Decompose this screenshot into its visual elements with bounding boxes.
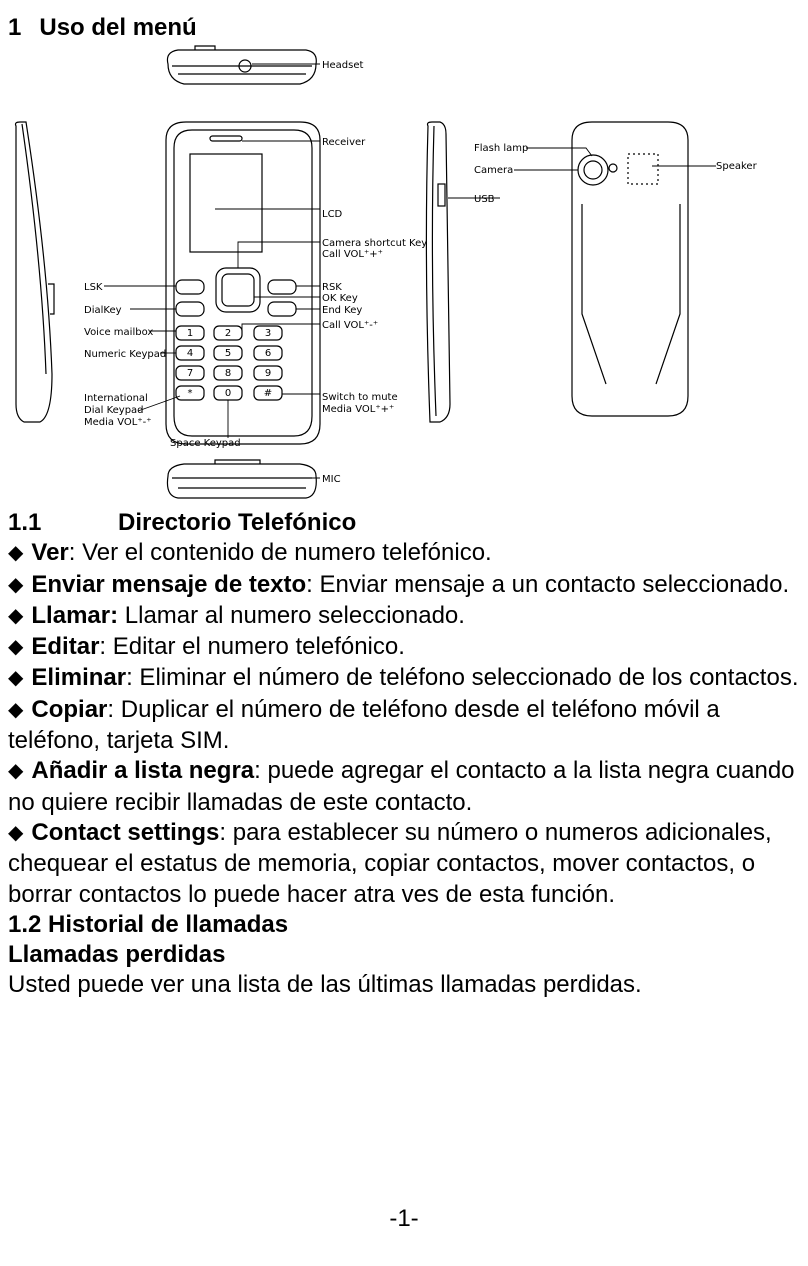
label-camera-shortcut: Camera shortcut Key	[322, 238, 428, 249]
label-usb: USB	[474, 194, 495, 205]
label-speaker: Speaker	[716, 161, 757, 172]
label-numeric-keypad: Numeric Keypad	[84, 349, 167, 360]
item-text: : Ver el contenido de numero telefónico.	[68, 539, 492, 567]
list-item	[8, 695, 803, 757]
phone-right-side	[426, 122, 450, 422]
page-number: -1-	[389, 1205, 419, 1232]
paragraph: Usted puede ver una lista de las últimas llamadas perdidas.	[8, 971, 642, 999]
label-dial-keypad: Dial Keypad	[84, 405, 144, 416]
label-receiver: Receiver	[322, 137, 366, 148]
label-media-vol-plus: Media VOL⁺+⁺	[322, 404, 395, 415]
label-voice-mailbox: Voice mailbox	[84, 327, 154, 338]
list-item	[8, 756, 803, 818]
document-body	[8, 508, 803, 1001]
diamond-bullet-icon: ◆	[8, 760, 24, 783]
diamond-bullet-icon: ◆	[8, 636, 24, 659]
diamond-bullet-icon: ◆	[8, 698, 24, 721]
svg-text:5: 5	[224, 348, 232, 359]
label-lcd: LCD	[322, 209, 343, 220]
phone-diagram	[0, 44, 808, 506]
diamond-bullet-icon: ◆	[8, 573, 24, 596]
item-term: Contact settings	[31, 818, 220, 846]
item-text: : Eliminar el número de teléfono seleccionado de los contactos.	[126, 664, 799, 692]
list-item	[8, 663, 803, 694]
item-text: : Enviar mensaje a un contacto seleccionado.	[306, 570, 790, 598]
section-title: Uso del menú	[39, 14, 197, 41]
label-call-vol-plus: Call VOL⁺+⁺	[322, 249, 383, 260]
label-media-vol-minus: Media VOL⁺-⁺	[84, 417, 152, 428]
item-term: Enviar mensaje de texto	[31, 570, 307, 598]
label-international: International	[84, 393, 148, 404]
svg-text:0: 0	[224, 388, 232, 399]
phone-top-view	[167, 46, 316, 84]
svg-text:7: 7	[186, 368, 194, 379]
label-mic: MIC	[322, 474, 341, 485]
svg-text:1: 1	[186, 328, 194, 339]
list-item	[8, 818, 803, 910]
label-call-vol-minus: Call VOL⁺-⁺	[322, 320, 379, 331]
section-title: Directorio Telefónico	[118, 509, 357, 536]
svg-text:4: 4	[186, 348, 194, 359]
diamond-bullet-icon: ◆	[8, 604, 24, 627]
item-text: : para establecer su número o numeros adicionales, chequear el estatus de memoria, copiar contactos, mover contactos, o borrar contactos lo puede hacer atra ves de esta función.	[8, 818, 772, 908]
phone-bottom-view	[167, 460, 316, 498]
svg-text:9: 9	[264, 368, 272, 379]
label-space-keypad: Space Keypad	[170, 438, 241, 449]
label-switch-to-mute: Switch to mute	[322, 392, 398, 403]
label-rsk: RSK	[322, 282, 342, 293]
item-term: Añadir a lista negra	[31, 757, 255, 785]
item-text: : Editar el numero telefónico.	[99, 633, 405, 661]
item-term: Eliminar	[31, 664, 127, 692]
svg-text:*: *	[187, 388, 193, 399]
section-1-heading	[8, 14, 197, 42]
label-dialkey: DialKey	[84, 305, 122, 316]
item-term: Ver	[31, 539, 69, 567]
item-term: Llamar:	[31, 601, 119, 629]
phone-left-side	[16, 122, 55, 422]
diamond-bullet-icon: ◆	[8, 667, 24, 690]
section-number: 1	[8, 14, 22, 41]
label-ok-key: OK Key	[322, 293, 358, 304]
item-text: : Duplicar el número de teléfono desde el teléfono móvil a teléfono, tarjeta SIM.	[8, 695, 720, 755]
list-item	[8, 601, 803, 632]
label-flash-lamp: Flash lamp	[474, 143, 529, 154]
item-text: Llamar al numero seleccionado.	[118, 601, 465, 629]
item-text: : puede agregar el contacto a la lista negra cuando no quiere recibir llamadas de este contacto.	[8, 757, 795, 816]
subsection-heading: Llamadas perdidas	[8, 941, 226, 969]
list-item	[8, 632, 803, 663]
svg-text:3: 3	[264, 328, 272, 339]
svg-text:8: 8	[224, 368, 232, 379]
section-number: 1.1	[8, 509, 42, 536]
section-1-1-heading	[8, 508, 803, 538]
list-item	[8, 538, 803, 569]
label-lsk: LSK	[84, 282, 103, 293]
svg-text:6: 6	[264, 348, 272, 359]
svg-text:2: 2	[224, 328, 232, 339]
item-term: Copiar	[31, 695, 108, 723]
diamond-bullet-icon: ◆	[8, 542, 24, 565]
item-term: Editar	[31, 633, 100, 661]
label-headset: Headset	[322, 60, 364, 71]
label-end-key: End Key	[322, 305, 363, 316]
svg-text:#: #	[263, 388, 273, 399]
diamond-bullet-icon: ◆	[8, 821, 24, 844]
list-item	[8, 570, 803, 601]
label-camera: Camera	[474, 165, 514, 176]
section-1-2-heading: 1.2 Historial de llamadas	[8, 910, 289, 938]
